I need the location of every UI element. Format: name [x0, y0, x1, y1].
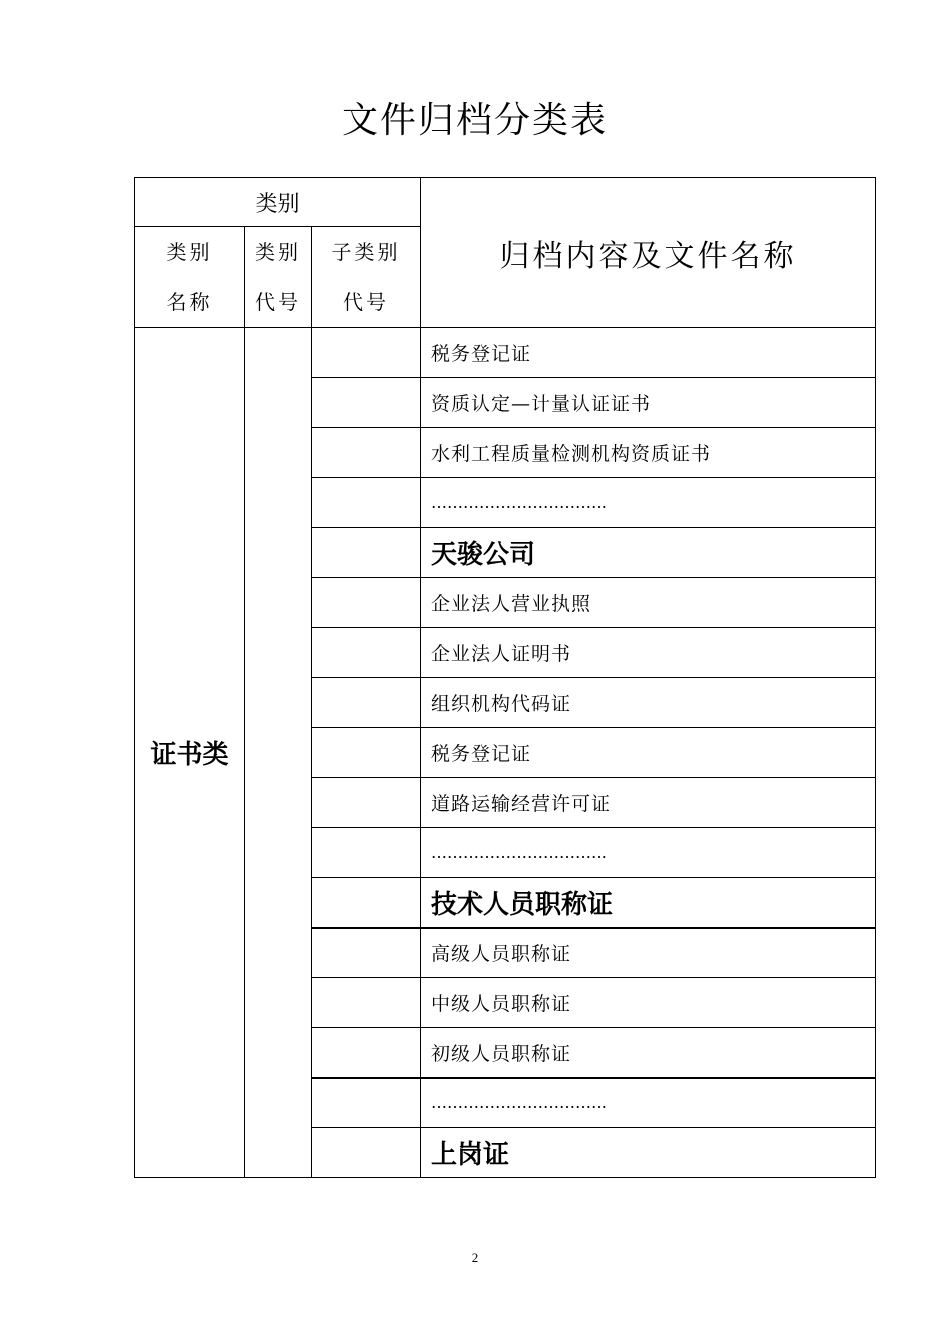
archive-classification-table — [134, 177, 876, 1178]
section-heading-cell: 天骏公司 — [421, 528, 876, 578]
content-cell: 中级人员职称证 — [421, 978, 876, 1028]
header-category-code-line2: 代号 — [255, 290, 301, 314]
subcategory-code-cell — [312, 328, 421, 378]
content-cell: 初级人员职称证 — [421, 1028, 876, 1078]
subcategory-code-cell — [312, 878, 421, 928]
page-title: 文件归档分类表 — [341, 100, 608, 141]
subcategory-code-cell — [312, 828, 421, 878]
subcategory-code-cell — [312, 478, 421, 528]
header-category-name — [135, 227, 245, 328]
header-category-name-line2: 名称 — [166, 290, 213, 314]
header-category: 类别 — [135, 178, 421, 227]
content-cell: 组织机构代码证 — [421, 678, 876, 728]
header-category-code — [245, 227, 312, 328]
content-cell: …………………………… — [421, 1078, 876, 1128]
subcategory-code-cell — [312, 1028, 421, 1078]
content-cell: …………………………… — [421, 828, 876, 878]
subcategory-code-cell — [312, 578, 421, 628]
header-subcategory-code-line1: 子类别 — [331, 240, 401, 264]
page-number: 2 — [471, 1250, 479, 1265]
content-cell: 高级人员职称证 — [421, 928, 876, 978]
content-cell: 企业法人证明书 — [421, 628, 876, 678]
subcategory-code-cell — [312, 778, 421, 828]
section-heading-cell: 技术人员职称证 — [421, 878, 876, 928]
subcategory-code-cell — [312, 428, 421, 478]
header-subcategory-code — [312, 227, 421, 328]
header-category-code-line1: 类别 — [255, 240, 301, 264]
category-code-cell — [245, 328, 312, 1178]
subcategory-code-cell — [312, 1078, 421, 1128]
subcategory-code-cell — [312, 728, 421, 778]
content-cell: 税务登记证 — [421, 728, 876, 778]
content-cell: 道路运输经营许可证 — [421, 778, 876, 828]
content-cell: …………………………… — [421, 478, 876, 528]
table-row — [135, 328, 876, 378]
subcategory-code-cell — [312, 1128, 421, 1178]
content-cell: 税务登记证 — [421, 328, 876, 378]
subcategory-code-cell — [312, 628, 421, 678]
subcategory-code-cell — [312, 928, 421, 978]
content-cell: 企业法人营业执照 — [421, 578, 876, 628]
header-subcategory-code-line2: 代号 — [343, 290, 389, 314]
header-row-top — [135, 178, 876, 227]
subcategory-code-cell — [312, 528, 421, 578]
subcategory-code-cell — [312, 978, 421, 1028]
category-name-cell: 证书类 — [135, 328, 245, 1178]
subcategory-code-cell — [312, 378, 421, 428]
header-category-name-line1: 类别 — [166, 240, 213, 264]
table-body — [135, 328, 876, 1178]
subcategory-code-cell — [312, 678, 421, 728]
content-cell: 水利工程质量检测机构资质证书 — [421, 428, 876, 478]
content-cell: 资质认定—计量认证证书 — [421, 378, 876, 428]
section-heading-cell: 上岗证 — [421, 1128, 876, 1178]
header-content: 归档内容及文件名称 — [421, 178, 876, 328]
